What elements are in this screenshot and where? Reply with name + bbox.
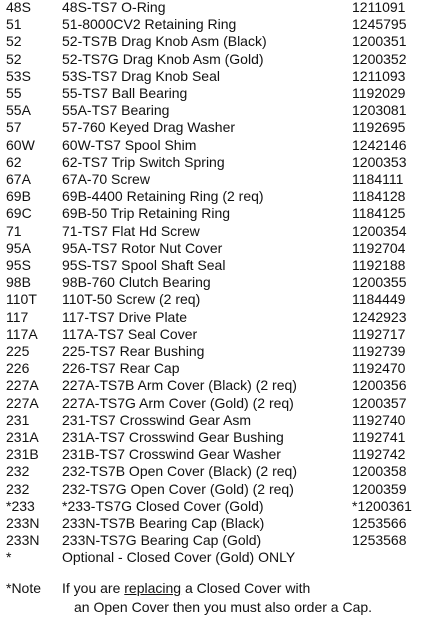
part-row xyxy=(0,548,442,566)
part-code: 51 xyxy=(6,16,22,33)
note-line-1 xyxy=(62,579,310,597)
part-row xyxy=(0,480,442,498)
part-number: 1184111 xyxy=(352,171,404,187)
part-code: 231 xyxy=(6,411,30,428)
part-row xyxy=(0,222,442,240)
part-row xyxy=(0,84,442,102)
part-code: 52 xyxy=(6,50,22,67)
part-code: 95A xyxy=(6,239,31,256)
part-description: 52-TS7G Drag Knob Asm (Gold) xyxy=(62,50,264,67)
part-description: 95A-TS7 Rotor Nut Cover xyxy=(62,239,223,256)
part-code: 95S xyxy=(6,257,31,273)
part-number: 1253568 xyxy=(352,532,407,549)
part-description: 62-TS7 Trip Switch Spring xyxy=(62,153,225,170)
part-code: 53S xyxy=(6,67,31,84)
part-number: 1184128 xyxy=(352,188,406,205)
part-description: 117A-TS7 Seal Cover xyxy=(62,325,198,342)
part-row xyxy=(0,359,442,377)
part-number: 1200355 xyxy=(352,274,407,291)
note-label: *Note xyxy=(6,580,42,596)
part-number: 1203081 xyxy=(352,102,407,119)
part-description: 226-TS7 Rear Cap xyxy=(62,360,180,377)
part-row xyxy=(0,187,442,205)
part-code: 69C xyxy=(6,205,32,222)
part-description: 233N-TS7G Bearing Cap (Gold) xyxy=(62,532,262,549)
part-number: 1192029 xyxy=(352,85,406,101)
part-description: 227A-TS7B Arm Cover (Black) (2 req) xyxy=(62,377,297,394)
part-code: 227A xyxy=(6,377,39,394)
part-row xyxy=(0,0,442,16)
part-code: 232 xyxy=(6,463,30,480)
part-description: 52-TS7B Drag Knob Asm (Black) xyxy=(62,33,267,50)
part-number: 1200359 xyxy=(352,480,407,497)
part-description: 98B-760 Clutch Bearing xyxy=(62,274,211,291)
part-number: 1192741 xyxy=(352,429,406,445)
part-row xyxy=(0,531,442,549)
part-number: 1200351 xyxy=(352,33,407,50)
part-row xyxy=(0,15,442,33)
part-description: 69B-50 Trip Retaining Ring xyxy=(62,205,231,222)
part-description: 232-TS7G Open Cover (Gold) (2 req) xyxy=(62,480,294,497)
part-code: * xyxy=(6,549,12,566)
part-row xyxy=(0,445,442,463)
part-number: 1192470 xyxy=(352,360,406,377)
part-description: 232-TS7B Open Cover (Black) (2 req) xyxy=(62,463,297,480)
part-code: *233 xyxy=(6,497,35,514)
part-description: 110T-50 Screw (2 req) xyxy=(62,291,201,308)
part-description: 67A-70 Screw xyxy=(62,171,150,187)
note-line-1-post: a Closed Cover with xyxy=(181,580,311,596)
part-row xyxy=(0,67,442,85)
part-number: 1200357 xyxy=(352,394,407,411)
part-code: 231A xyxy=(6,429,39,445)
part-number: 1192188 xyxy=(352,257,406,273)
part-description: 69B-4400 Retaining Ring (2 req) xyxy=(62,188,264,205)
part-row xyxy=(0,342,442,360)
part-row xyxy=(0,514,442,532)
part-code: 60W xyxy=(6,136,35,153)
part-number: 1184449 xyxy=(352,291,406,308)
part-row xyxy=(0,308,442,326)
part-code: 57 xyxy=(6,119,22,136)
part-code: 52 xyxy=(6,33,22,50)
part-description: 60W-TS7 Spool Shim xyxy=(62,136,197,153)
part-description: 231B-TS7 Crosswind Gear Washer xyxy=(62,446,281,463)
part-code: 62 xyxy=(6,153,22,170)
part-description: 53S-TS7 Drag Knob Seal xyxy=(62,67,220,84)
part-row xyxy=(0,153,442,171)
part-row xyxy=(0,325,442,343)
part-row xyxy=(0,462,442,480)
part-row xyxy=(0,32,442,50)
part-row xyxy=(0,204,442,222)
part-number: 1192739 xyxy=(352,343,406,359)
part-row xyxy=(0,394,442,412)
part-description: 117-TS7 Drive Plate xyxy=(62,308,188,325)
part-number: 1242146 xyxy=(352,136,407,153)
part-code: 233N xyxy=(6,515,40,531)
part-description: 225-TS7 Rear Bushing xyxy=(62,343,205,359)
part-description: 231-TS7 Crosswind Gear Asm xyxy=(62,411,252,428)
part-description: 95S-TS7 Spool Shaft Seal xyxy=(62,257,226,273)
part-row xyxy=(0,256,442,274)
note-line-1-underlined: replacing xyxy=(124,580,182,596)
part-number: 1245795 xyxy=(352,16,407,33)
part-code: 110T xyxy=(6,291,37,308)
note-line-1-pre: If you are xyxy=(62,580,125,596)
part-number: 1200358 xyxy=(352,463,407,480)
part-number: 1192740 xyxy=(352,411,406,428)
part-description: 227A-TS7G Arm Cover (Gold) (2 req) xyxy=(62,394,294,411)
part-number: 1200354 xyxy=(352,222,407,239)
part-code: 231B xyxy=(6,446,39,463)
part-number: 1184125 xyxy=(352,205,406,222)
part-row xyxy=(0,428,442,446)
part-row xyxy=(0,376,442,394)
part-description: 233N-TS7B Bearing Cap (Black) xyxy=(62,515,265,531)
part-number: 1192717 xyxy=(352,325,406,342)
part-number: 1200356 xyxy=(352,377,407,394)
part-description: *233-TS7G Closed Cover (Gold) xyxy=(62,497,264,514)
part-code: 233N xyxy=(6,532,40,549)
part-description: 51-8000CV2 Retaining Ring xyxy=(62,16,237,33)
part-code: 55 xyxy=(6,85,22,101)
part-code: 67A xyxy=(6,171,31,187)
part-code: 227A xyxy=(6,394,39,411)
part-number: 1211091 xyxy=(352,0,406,15)
part-code: 226 xyxy=(6,360,30,377)
part-row xyxy=(0,136,442,154)
part-code: 55A xyxy=(6,102,31,119)
part-code: 225 xyxy=(6,343,30,359)
part-description: 57-760 Keyed Drag Washer xyxy=(62,119,236,136)
part-description: 55A-TS7 Bearing xyxy=(62,102,170,119)
part-code: 232 xyxy=(6,480,30,497)
part-row xyxy=(0,50,442,68)
part-row xyxy=(0,118,442,136)
part-description: 231A-TS7 Crosswind Gear Bushing xyxy=(62,429,284,445)
part-number: 1200353 xyxy=(352,153,407,170)
part-code: 117 xyxy=(6,308,29,325)
part-row xyxy=(0,239,442,257)
part-number: 1192695 xyxy=(352,119,406,136)
part-number: 1253566 xyxy=(352,515,407,531)
part-number: 1200352 xyxy=(352,50,407,67)
note-line-2: an Open Cover then you must also order a Cap. xyxy=(74,599,373,615)
part-description: 71-TS7 Flat Hd Screw xyxy=(62,222,200,239)
part-row xyxy=(0,497,442,515)
part-description: 55-TS7 Ball Bearing xyxy=(62,85,188,101)
part-number: 1192704 xyxy=(352,239,406,256)
part-code: 69B xyxy=(6,188,31,205)
part-code: 98B xyxy=(6,274,31,291)
part-row xyxy=(0,273,442,291)
part-code: 117A xyxy=(6,325,38,342)
part-number: 1192742 xyxy=(352,446,406,463)
part-number: 1211093 xyxy=(352,67,406,84)
part-number: 1242923 xyxy=(352,308,407,325)
part-row xyxy=(0,170,442,188)
part-row xyxy=(0,411,442,429)
part-number: *1200361 xyxy=(352,497,412,514)
part-row xyxy=(0,290,442,308)
part-description: Optional - Closed Cover (Gold) ONLY xyxy=(62,549,296,566)
part-code: 71 xyxy=(6,222,22,239)
part-code: 48S xyxy=(6,0,31,15)
part-description: 48S-TS7 O-Ring xyxy=(62,0,166,15)
part-row xyxy=(0,101,442,119)
